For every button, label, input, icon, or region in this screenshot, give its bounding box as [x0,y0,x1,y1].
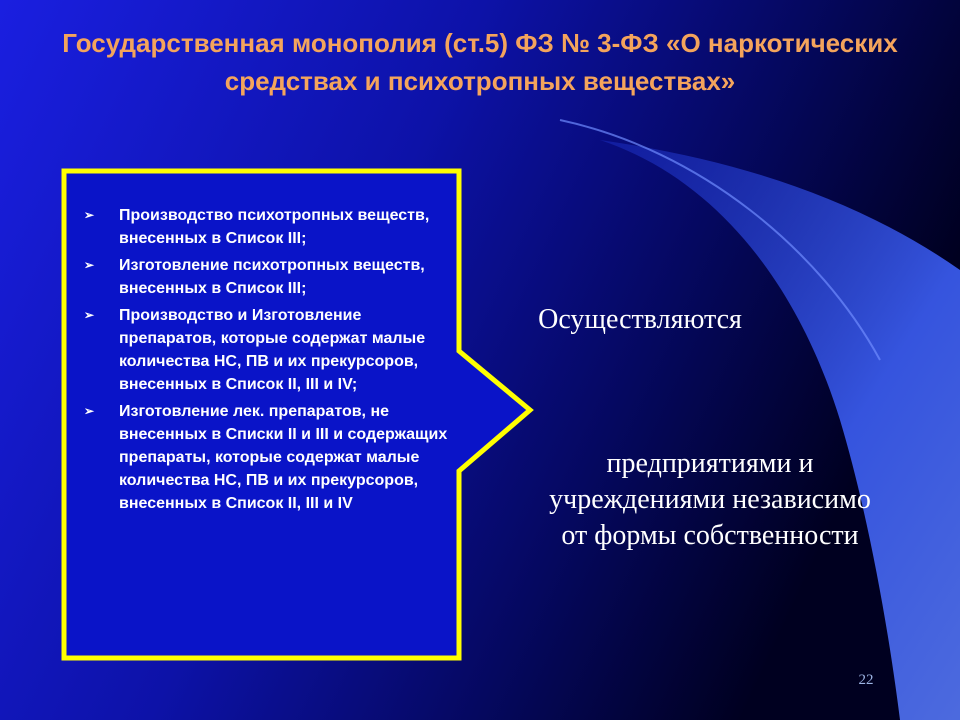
list-item-text: Изготовление психотропных веществ, внесенных в Список III; [119,257,425,297]
performed-label: Осуществляются [538,304,742,335]
arrow-bullet-icon: ➢ [84,308,95,322]
list-item [84,204,456,250]
list-item [84,304,456,396]
list-item [84,254,456,300]
performers-text: предприятиями и учреждениями независимо от формы собственности [549,448,871,551]
monopoly-list [84,204,456,519]
list-item [84,400,456,515]
page-number: 22 [858,672,874,688]
arrow-bullet-icon: ➢ [84,208,95,222]
slide-title: Государственная монополия (ст.5) ФЗ № 3-ФЗ «О наркотических средствах и психотропных веществах» [62,28,898,96]
list-item-text: Производство и Изготовление препаратов, которые содержат малые количества НС, ПВ и их прекурсоров, внесенных в Список II, III и IV; [119,307,426,393]
arrow-bullet-icon: ➢ [84,258,95,272]
arrow-bullet-icon: ➢ [84,404,95,418]
list-item-text: Изготовление лек. препаратов, не внесенных в Списки II и III и содержащих препараты, которые содержат малые количества НС, ПВ и их прекурсоров, внесенных в Список II, III и IV [119,403,448,512]
list-item-text: Производство психотропных веществ, внесенных в Список III; [119,207,430,247]
